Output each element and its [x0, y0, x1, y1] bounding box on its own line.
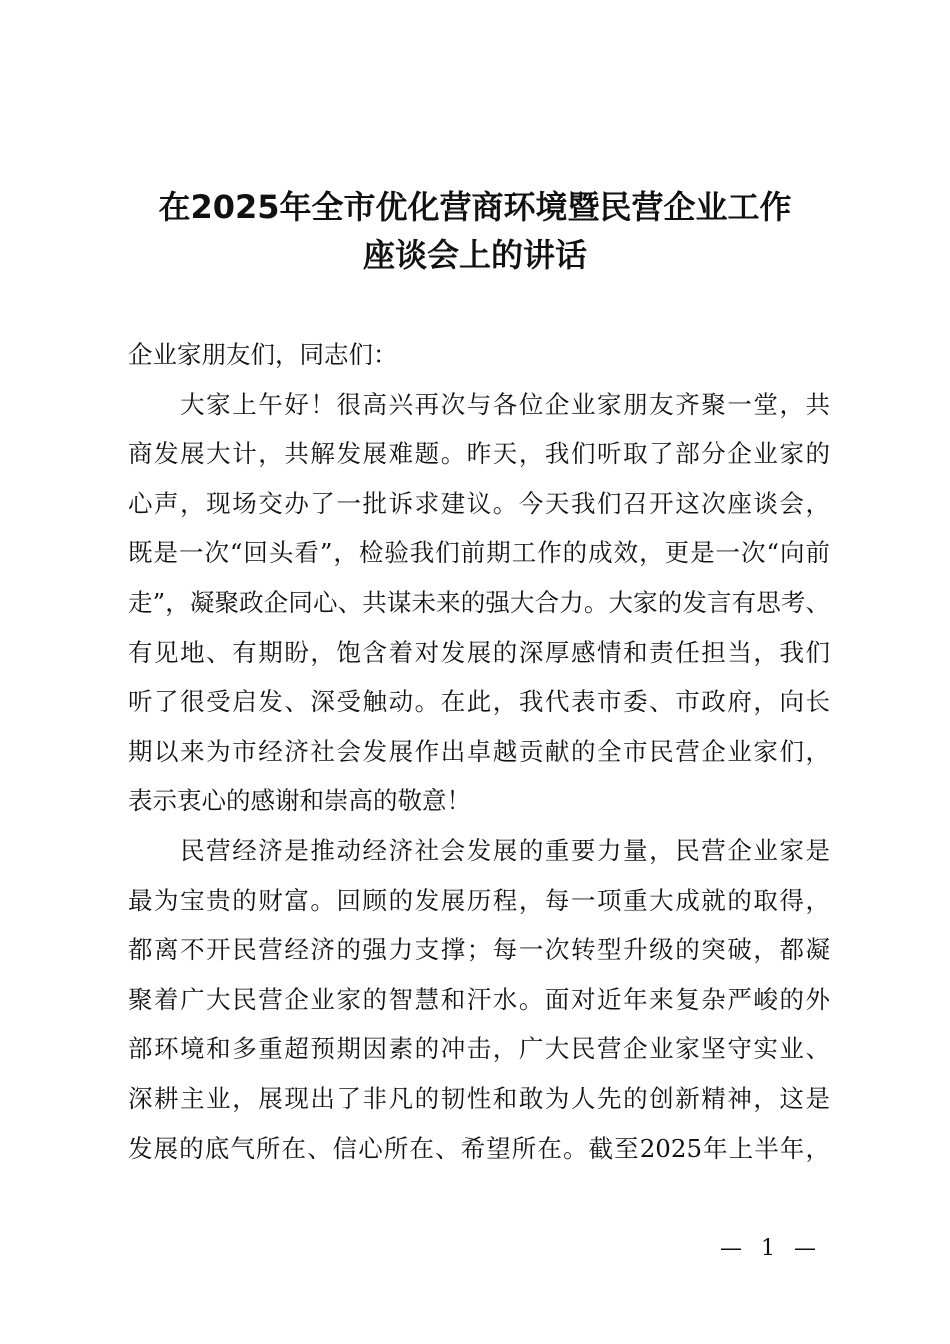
document-body	[128, 330, 830, 1173]
text-line: 企业家朋友们，同志们：	[128, 340, 398, 369]
text-line: 聚着广大民营企业家的智慧和汗水。面对近年来复杂严峻的外	[128, 984, 830, 1014]
text-line: 部环境和多重超预期因素的冲击，广大民营企业家坚守实业、	[128, 1034, 830, 1064]
text-line: 听了很受启发、深受触动。在此，我代表市委、市政府，向长	[128, 687, 830, 717]
text-line: 表示衷心的感谢和崇高的敬意！	[128, 786, 471, 816]
title-line: 座谈会上的讲话	[362, 236, 587, 274]
text-line: 心声，现场交办了一批诉求建议。今天我们召开这次座谈会，	[128, 488, 830, 518]
text-line: 有见地、有期盼，饱含着对发展的深厚感情和责任担当，我们	[128, 637, 830, 667]
text-line: 期以来为市经济社会发展作出卓越贡献的全市民营企业家们，	[128, 736, 830, 766]
text-line: 走”，凝聚政企同心、共谋未来的强大合力。大家的发言有思考、	[128, 587, 830, 617]
text-line: 既是一次“回头看”，检验我们前期工作的成效，更是一次“向前	[128, 538, 830, 568]
text-line: 深耕主业，展现出了非凡的韧性和敢为人先的创新精神，这是	[128, 1083, 830, 1113]
text-line: 都离不开民营经济的强力支撑；每一次转型升级的突破，都凝	[128, 935, 830, 965]
page-number: — 1 —	[720, 1236, 822, 1261]
title-line: 在2025年全市优化营商环境暨民营企业工作	[158, 188, 792, 226]
document-title	[0, 183, 950, 279]
text-line: 最为宝贵的财富。回顾的发展历程，每一项重大成就的取得，	[128, 885, 830, 915]
text-line: 发展的底气所在、信心所在、希望所在。截至2025年上半年，	[128, 1133, 830, 1163]
text-line: 民营经济是推动经济社会发展的重要力量，民营企业家是	[128, 835, 830, 865]
text-line: 大家上午好！很高兴再次与各位企业家朋友齐聚一堂，共	[128, 389, 830, 419]
text-line: 商发展大计，共解发展难题。昨天，我们听取了部分企业家的	[128, 439, 830, 469]
